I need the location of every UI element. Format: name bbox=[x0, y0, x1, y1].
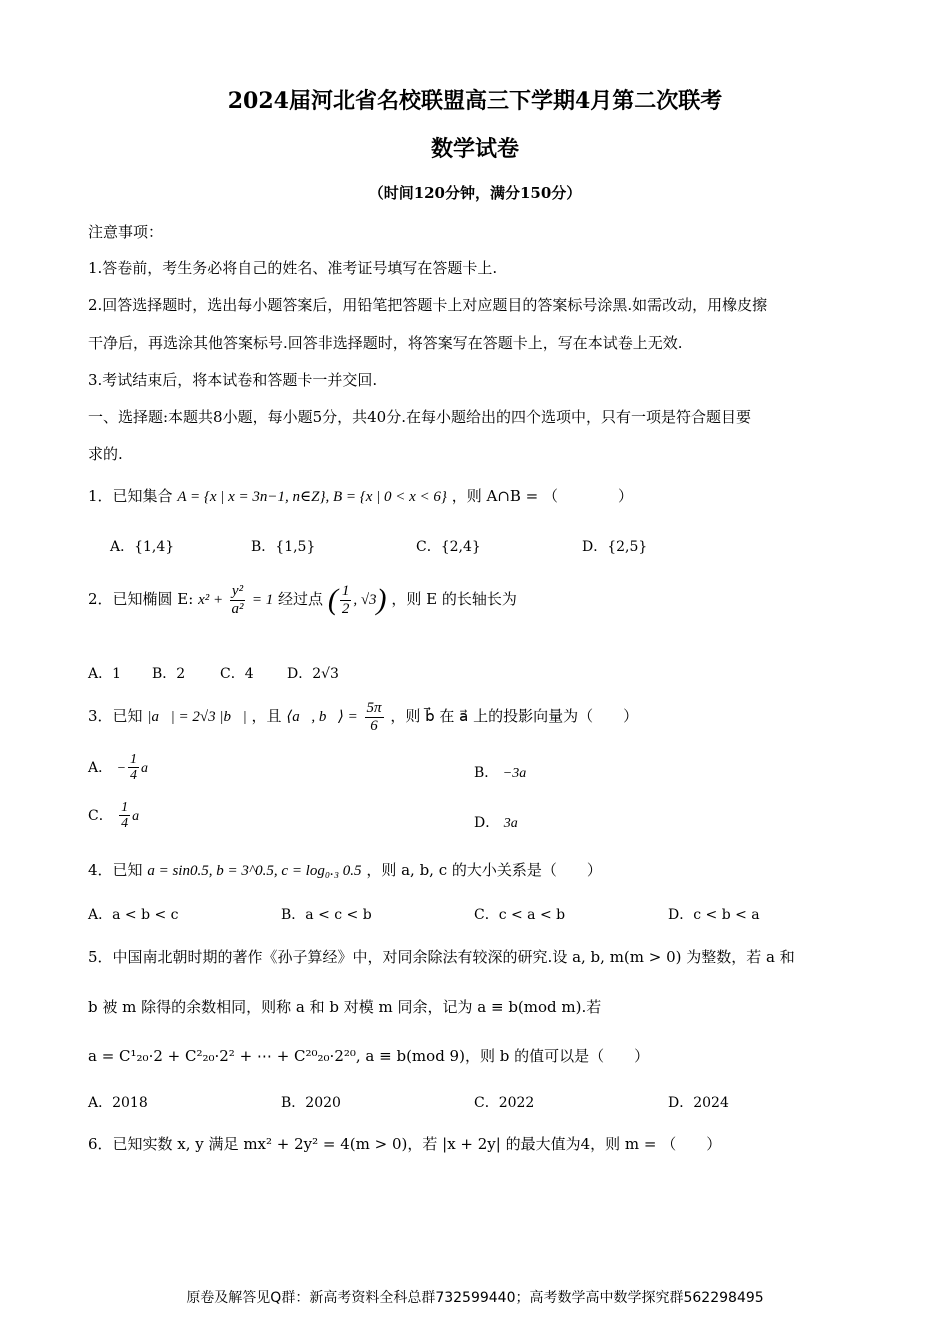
q2-option-b: B．2 bbox=[152, 666, 186, 682]
q5-line-3: a = C¹₂₀·2 + C²₂₀·2² + ⋯ + C²⁰₂₀·2²⁰, a ≡ b(mod 9)，则 b 的值可以是（ ） bbox=[88, 1047, 650, 1065]
question-1 bbox=[88, 485, 633, 506]
exam-time-note: （时间120分钟，满分150分） bbox=[368, 184, 582, 202]
section1-line2: 求的. bbox=[88, 445, 123, 463]
question-4 bbox=[88, 859, 602, 880]
q2-option-c: C．4 bbox=[220, 666, 254, 682]
q2-paren-open: ( bbox=[327, 583, 338, 616]
q3-opt-c-vec: a⃗ bbox=[132, 808, 151, 824]
q2-mid: 经过点 bbox=[278, 590, 324, 608]
q3-option-c bbox=[88, 800, 150, 832]
q2-point-fraction bbox=[340, 583, 352, 617]
note-1: 1.答卷前，考生务必将自己的姓名、准考证号填写在答题卡上. bbox=[88, 259, 498, 277]
q5-option-b: B．2020 bbox=[281, 1095, 341, 1111]
q2-prefix: 2．已知椭圆 E: bbox=[88, 590, 194, 608]
q3-opt-b-label: B． bbox=[474, 765, 499, 781]
q5-line-2: b 被 m 除得的余数相同，则称 a 和 b 对模 m 同余，记为 a ≡ b(mod m).若 bbox=[88, 998, 602, 1016]
note-2a: 2.回答选择题时，选出每小题答案后，用铅笔把答题卡上对应题目的答案标号涂黑.如需改动，用橡皮擦 bbox=[88, 296, 768, 314]
footer-note: 原卷及解答见Q群：新高考资料全科总群732599440；高考数学高中数学探究群562298495 bbox=[186, 1290, 764, 1306]
q4-option-d: D．c < b < a bbox=[668, 907, 760, 923]
q2-fraction bbox=[230, 583, 245, 617]
q1-suffix: ，则 A∩B = （ ） bbox=[451, 487, 634, 505]
question-3 bbox=[88, 700, 638, 734]
q5-option-c: C．2022 bbox=[474, 1095, 535, 1111]
q3-opt-a-num: 1 bbox=[130, 752, 138, 767]
q3-opt-c-label: C． bbox=[88, 807, 113, 824]
q1-option-a: A．{1,4} bbox=[110, 539, 175, 555]
notes-heading: 注意事项： bbox=[88, 223, 164, 241]
exam-subject: 数学试卷 bbox=[430, 136, 519, 162]
q3-opt-c-fraction bbox=[119, 800, 130, 832]
q5-line-1: 5．中国南北朝时期的著作《孙子算经》中，对同余除法有较深的研究.设 a, b, m(m > 0) 为整数，若 a 和 bbox=[88, 948, 795, 966]
q3-opt-c-num: 1 bbox=[121, 800, 129, 815]
q2-expr-b: = 1 bbox=[251, 592, 274, 608]
q2-suffix: ，则 E 的长轴长为 bbox=[391, 590, 517, 608]
q1-prefix: 1．已知集合 bbox=[88, 487, 173, 505]
q3-opt-a-den: 4 bbox=[130, 768, 138, 784]
q3-opt-b-expr: −3a⃗ bbox=[502, 766, 538, 781]
q3-frac-den: 6 bbox=[370, 717, 378, 734]
q3-expr: |a⃗| = 2√3 |b⃗| bbox=[147, 709, 247, 725]
q5-option-d: D．2024 bbox=[668, 1095, 729, 1111]
q3-opt-a-label: A． bbox=[88, 759, 113, 776]
q3-option-b bbox=[474, 762, 537, 782]
q2-point-den: 2 bbox=[341, 600, 350, 617]
q3-option-d bbox=[474, 812, 529, 832]
question-2 bbox=[88, 583, 517, 617]
q5-option-a: A．2018 bbox=[88, 1095, 148, 1111]
q2-expr-a: x² + bbox=[198, 592, 224, 608]
q4-prefix: 4．已知 bbox=[88, 861, 143, 879]
q3-opt-c-den: 4 bbox=[121, 816, 129, 832]
exam-title: 2024届河北省名校联盟高三下学期4月第二次联考 bbox=[227, 88, 723, 114]
question-6: 6．已知实数 x, y 满足 mx² + 2y² = 4(m > 0)，若 |x + 2y| 的最大值为4，则 m = （ ） bbox=[88, 1135, 722, 1153]
note-3: 3.考试结束后，将本试卷和答题卡一并交回. bbox=[88, 371, 378, 389]
q3-fraction bbox=[365, 700, 384, 734]
note-2b: 干净后，再选涂其他答案标号.回答非选择题时，将答案写在答题卡上，写在本试卷上无效. bbox=[88, 334, 683, 352]
q2-frac-num: y² bbox=[231, 583, 244, 599]
q3-opt-a-fraction bbox=[128, 752, 139, 784]
q1-expr: A = {x | x = 3n−1, n∈Z}, B = {x | 0 < x < 6} bbox=[177, 489, 447, 505]
q2-frac-den: a² bbox=[231, 600, 244, 617]
q3-prefix: 3．已知 bbox=[88, 707, 143, 725]
q2-point-rest: , √3 bbox=[353, 592, 377, 608]
q3-opt-a-vec: a⃗ bbox=[141, 760, 159, 776]
q4-option-a: A．a < b < c bbox=[88, 907, 179, 923]
q3-frac-num: 5π bbox=[366, 700, 382, 716]
q3-opt-d-label: D． bbox=[474, 815, 500, 831]
q3-opt-d-expr: 3a⃗ bbox=[503, 816, 529, 831]
section1-line1: 一、选择题:本题共8小题，每小题5分，共40分.在每小题给出的四个选项中，只有一项是符合题目要 bbox=[88, 408, 751, 426]
q3-angle: ⟨a⃗, b⃗⟩ = bbox=[286, 709, 358, 725]
q2-option-d: D．2√3 bbox=[287, 666, 339, 682]
q3-option-a bbox=[88, 752, 159, 784]
q3-mid: ，且 bbox=[251, 707, 282, 725]
q1-option-b: B．{1,5} bbox=[251, 539, 316, 555]
q4-option-b: B．a < c < b bbox=[281, 907, 372, 923]
q4-suffix: ，则 a, b, c 的大小关系是（ ） bbox=[366, 861, 602, 879]
q2-paren-close: ) bbox=[376, 583, 387, 616]
q3-opt-a-sign: − bbox=[116, 760, 127, 776]
q2-point-num: 1 bbox=[341, 583, 350, 599]
q1-option-d: D．{2,5} bbox=[582, 539, 648, 555]
q3-suffix: ，则 b⃗ 在 a⃗ 上的投影向量为（ ） bbox=[390, 707, 639, 725]
q4-expr: a = sin0.5, b = 3^0.5, c = log₀.₃ 0.5 bbox=[147, 863, 362, 879]
q1-option-c: C．{2,4} bbox=[416, 539, 481, 555]
q4-option-c: C．c < a < b bbox=[474, 907, 566, 923]
q2-option-a: A．1 bbox=[88, 666, 122, 682]
